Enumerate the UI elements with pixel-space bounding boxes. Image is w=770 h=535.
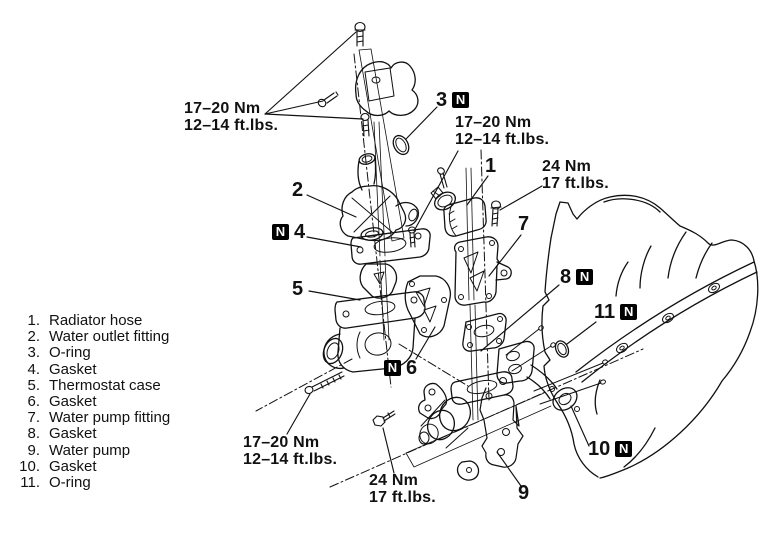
sealant-flag-10: N bbox=[615, 441, 632, 457]
part-number: 5. bbox=[27, 376, 40, 394]
callout-3-number: 3 bbox=[436, 89, 448, 111]
callout-9-number: 9 bbox=[518, 482, 530, 504]
callout-2-number: 2 bbox=[292, 179, 304, 201]
gasket-6 bbox=[405, 276, 450, 337]
part-name: O-ring bbox=[49, 474, 91, 492]
sealant-flag-11: N bbox=[620, 304, 637, 320]
parts-list-item bbox=[8, 459, 170, 475]
sealant-flag-6: N bbox=[384, 360, 401, 376]
parts-list-item bbox=[8, 426, 170, 442]
sealant-flag-8: N bbox=[576, 269, 593, 285]
torque-upper-right-line1: 24 Nm bbox=[542, 158, 592, 175]
callout-8-number: 8 bbox=[560, 266, 572, 288]
torque-upper-right-line2: 17 ft.lbs. bbox=[542, 175, 609, 192]
torque-label-upper-right bbox=[542, 158, 609, 192]
gasket-8 bbox=[463, 314, 506, 352]
part-name: Gasket bbox=[49, 425, 97, 443]
part-number: 7. bbox=[27, 409, 40, 427]
parts-list-item bbox=[8, 329, 170, 345]
torque-label-lower-left bbox=[243, 434, 337, 468]
part-number: 6. bbox=[27, 393, 40, 411]
torque-label-upper-left bbox=[184, 100, 278, 134]
parts-list-item bbox=[8, 475, 170, 491]
callout-3 bbox=[436, 91, 469, 109]
part-name: O-ring bbox=[49, 344, 91, 362]
part-number: 11. bbox=[20, 474, 40, 492]
o-ring-11 bbox=[553, 339, 571, 359]
part-name: Gasket bbox=[49, 457, 97, 475]
water-outlet-fitting bbox=[340, 152, 419, 242]
torque-lower-left-line1: 17–20 Nm bbox=[243, 434, 320, 451]
parts-list bbox=[8, 313, 170, 491]
part-name: Gasket bbox=[49, 360, 97, 378]
sealant-flag-3: N bbox=[452, 92, 469, 108]
callout-5 bbox=[292, 280, 303, 298]
part-number: 10. bbox=[19, 457, 40, 475]
torque-lower-left-line2: 12–14 ft.lbs. bbox=[243, 451, 338, 468]
sealant-flag-4: N bbox=[272, 224, 289, 240]
part-number: 4. bbox=[27, 360, 40, 378]
bolt-thin-long bbox=[304, 372, 344, 395]
part-name: Thermostat case bbox=[49, 376, 161, 394]
part-name: Water outlet fitting bbox=[49, 328, 170, 346]
callout-11-number: 11 bbox=[594, 301, 616, 323]
callout-4-number: 4 bbox=[294, 221, 306, 243]
bolt-top bbox=[355, 23, 365, 47]
parts-list-item bbox=[8, 313, 170, 329]
bolt-24nm-upper bbox=[491, 201, 501, 226]
parts-list-item bbox=[8, 378, 170, 394]
part-number: 9. bbox=[27, 441, 40, 459]
callout-8 bbox=[560, 268, 593, 286]
torque-label-middle bbox=[455, 114, 549, 148]
part-number: 1. bbox=[27, 312, 40, 329]
parts-list-item bbox=[8, 362, 170, 378]
torque-upper-left-line2: 12–14 ft.lbs. bbox=[184, 117, 279, 134]
callout-6-number: 6 bbox=[406, 357, 418, 379]
parts-list-item bbox=[8, 345, 170, 361]
water-pump-fitting bbox=[455, 237, 512, 305]
callout-10-number: 10 bbox=[588, 438, 611, 460]
torque-lower-middle-line1: 24 Nm bbox=[369, 472, 419, 489]
part-number: 2. bbox=[27, 328, 40, 346]
callout-9 bbox=[518, 484, 529, 502]
torque-lower-middle-line2: 17 ft.lbs. bbox=[369, 489, 436, 506]
torque-middle-line1: 17–20 Nm bbox=[455, 114, 532, 131]
part-number: 8. bbox=[27, 425, 40, 443]
clamp-screw bbox=[436, 167, 447, 188]
bolt-angled bbox=[317, 92, 338, 108]
callout-7-number: 7 bbox=[518, 213, 530, 235]
torque-upper-left-line1: 17–20 Nm bbox=[184, 100, 261, 117]
callout-5-number: 5 bbox=[292, 278, 304, 300]
callout-4 bbox=[272, 223, 305, 241]
part-number: 3. bbox=[27, 344, 40, 362]
hose-clamp bbox=[431, 187, 459, 213]
engine-block bbox=[542, 195, 758, 478]
callout-11 bbox=[594, 303, 637, 321]
bolt-24nm-lower bbox=[373, 411, 395, 426]
callout-2 bbox=[292, 181, 303, 199]
part-name: Radiator hose bbox=[49, 312, 143, 329]
callout-10 bbox=[588, 440, 632, 458]
part-name: Water pump bbox=[49, 441, 131, 459]
parts-list-item bbox=[8, 410, 170, 426]
part-name: Gasket bbox=[49, 393, 97, 411]
callout-7 bbox=[518, 215, 529, 233]
parts-list-item bbox=[8, 394, 170, 410]
callout-1-number: 1 bbox=[485, 155, 497, 177]
torque-label-lower-middle bbox=[369, 472, 436, 506]
torque-middle-line2: 12–14 ft.lbs. bbox=[455, 131, 550, 148]
parts-list-item bbox=[8, 443, 170, 459]
part-name: Water pump fitting bbox=[49, 409, 171, 427]
callout-6 bbox=[384, 359, 417, 377]
callout-1 bbox=[485, 157, 496, 175]
